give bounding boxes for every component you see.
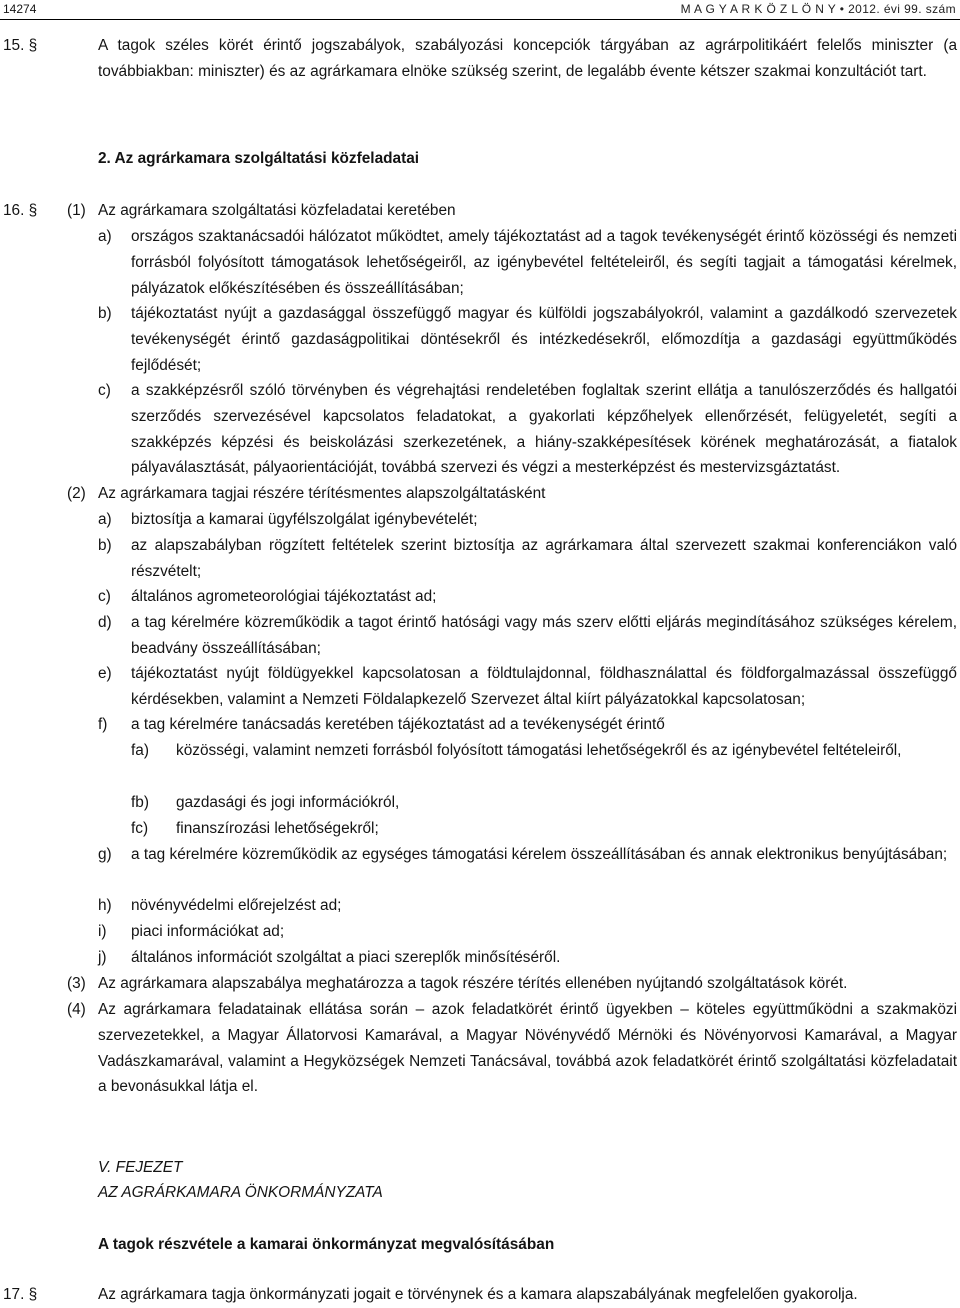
paragraph-3-text: Az agrárkamara alapszabálya meghatározza a tagok részére térítés ellenében nyújtandó szolgáltatások körét. [98,975,848,992]
list-item: a szakképzésről szóló törvényben és végrehajtási rendeletében foglaltak szerint ellátja a tanulószerződés és hallgatói szerződés szervezésével kapcsolatos feladatokat, a gyakorlati képzőhelyek ellenőrzését, felügyeletét, segíti a szakképzés képzési és beiskolázási szerkezetének, a hiány-szakképesítések körének meghatározását, a fiatalok pályaválasztását, pályaorientációját, továbbá szervezi és végzi a mesterképzést és mestervizsgáztatást. [131,382,957,477]
item-label: c) [98,382,111,399]
item-label: b) [98,537,112,554]
subitem-label: fc) [131,820,149,837]
heading-section-2: 2. Az agrárkamara szolgáltatási közfeladatai [98,150,420,167]
item-label: c) [98,588,111,605]
list-item: országos szaktanácsadói hálózatot működtet, amely tájékoztatást ad a tagok tevékenységét érintő közösségi és nemzeti forrásból folyósított támogatások lehetőségeiről, az igénybevétel feltételeiről, és segíti tagjait a támogatási kérelmek, pályázatok előkészítésében és összeállításában; [131,228,957,297]
paragraph-label: (4) [67,1001,86,1018]
list-item: a tag kérelmére közreműködik az egységes támogatási kérelem összeállításában és annak elektronikus benyújtásában; [131,846,948,863]
list-item: a tag kérelmére tanácsadás keretében tájékoztatást ad a tevékenységét érintő [131,716,665,733]
chapter-label: V. FEJEZET [98,1159,183,1176]
list-item: tájékoztatást nyújt földügyekkel kapcsolatosan a földtulajdonnal, földhasználattal és földforgalmazással összefüggő kérdésekben, valamint a Nemzeti Földalapkezelő Szervezet által kiírt pályázatokkal kapcsolatosan; [131,665,957,708]
item-label: e) [98,665,112,682]
header-rule [0,19,960,20]
section-16-number: 16. § [3,202,38,219]
list-subitem: közösségi, valamint nemzeti forrásból folyósított támogatási lehetőségekről és az igénybevétel feltételeiről, [176,742,902,759]
paragraph-1-intro: Az agrárkamara szolgáltatási közfeladatai keretében [98,202,456,219]
list-item: a tag kérelmére közreműködik a tagot érintő hatósági vagy más szerv előtti eljárás megindításához szükséges kérelem, beadvány összeállításában; [131,614,957,657]
subitem-label: fa) [131,742,149,759]
item-label: g) [98,846,112,863]
item-label: d) [98,614,112,631]
subitem-label: fb) [131,794,149,811]
section-17-text: Az agrárkamara tagja önkormányzati jogait e törvénynek és a kamara alapszabályának megfelelően gyakorolja. [98,1286,858,1303]
list-item: biztosítja a kamarai ügyfélszolgálat igénybevételét; [131,511,478,528]
paragraph-2-intro: Az agrárkamara tagjai részére térítésmentes alapszolgáltatásként [98,485,546,502]
list-item: általános információt szolgáltat a piaci szereplők minősítéséről. [131,949,561,966]
chapter-title: AZ AGRÁRKAMARA ÖNKORMÁNYZATA [98,1184,383,1201]
item-label: a) [98,511,112,528]
item-label: j) [98,949,107,966]
page-header [0,0,960,22]
list-subitem: gazdasági és jogi információkról, [176,794,400,811]
paragraph-label: (2) [67,485,86,502]
item-label: h) [98,897,112,914]
item-label: b) [98,305,112,322]
list-item: növényvédelmi előrejelzést ad; [131,897,342,914]
section-15-text: A tagok széles körét érintő jogszabályok, szabályozási koncepciók tárgyában az agrárpolitikáért felelős miniszter (a továbbiakban: miniszter) és az agrárkamara elnöke szükség szerint, de legalább évente kétszer szakmai konzultációt tart. [98,37,957,80]
item-label: i) [98,923,107,940]
page-number: 14274 [3,2,37,16]
item-label: a) [98,228,112,245]
item-label: f) [98,716,108,733]
paragraph-label: (3) [67,975,86,992]
list-item: piaci információkat ad; [131,923,285,940]
subchapter-title: A tagok részvétele a kamarai önkormányzat megvalósításában [98,1236,555,1253]
section-17-number: 17. § [3,1286,38,1303]
paragraph-label: (1) [67,202,86,219]
list-subitem: finanszírozási lehetőségekről; [176,820,379,837]
section-15-number: 15. § [3,37,38,54]
list-item: tájékoztatást nyújt a gazdasággal összefüggő magyar és külföldi jogszabályokról, valamint a gazdálkodó szervezetek tevékenységét érintő gazdaságpolitikai döntésekről és intézkedésekről, előmozdítja a gazdasági együttműködés fejlődését; [131,305,957,374]
list-item: általános agrometeorológiai tájékoztatást ad; [131,588,437,605]
list-item: az alapszabályban rögzített feltételek szerint biztosítja az agrárkamara által szervezett szakmai konferenciákon való részvételt; [131,537,957,580]
publication-title: M A G Y A R K Ö Z L Ö N Y • 2012. évi 99. szám [680,2,956,16]
paragraph-4-text: Az agrárkamara feladatainak ellátása során – azok feladatkörét érintő ügyekben – köteles együttműködni a szakmaközi szervezetekkel, a Magyar Állatorvosi Kamarával, a Magyar Növényvédő Mérnöki és Növényorvosi Kamarával, a Magyar Vadászkamarával, valamint a Hegyközségek Nemzeti Tanácsával, továbbá azok feladatkörét érintő szolgáltatási közfeladatait a bevonásukkal látja el. [98,1001,957,1096]
